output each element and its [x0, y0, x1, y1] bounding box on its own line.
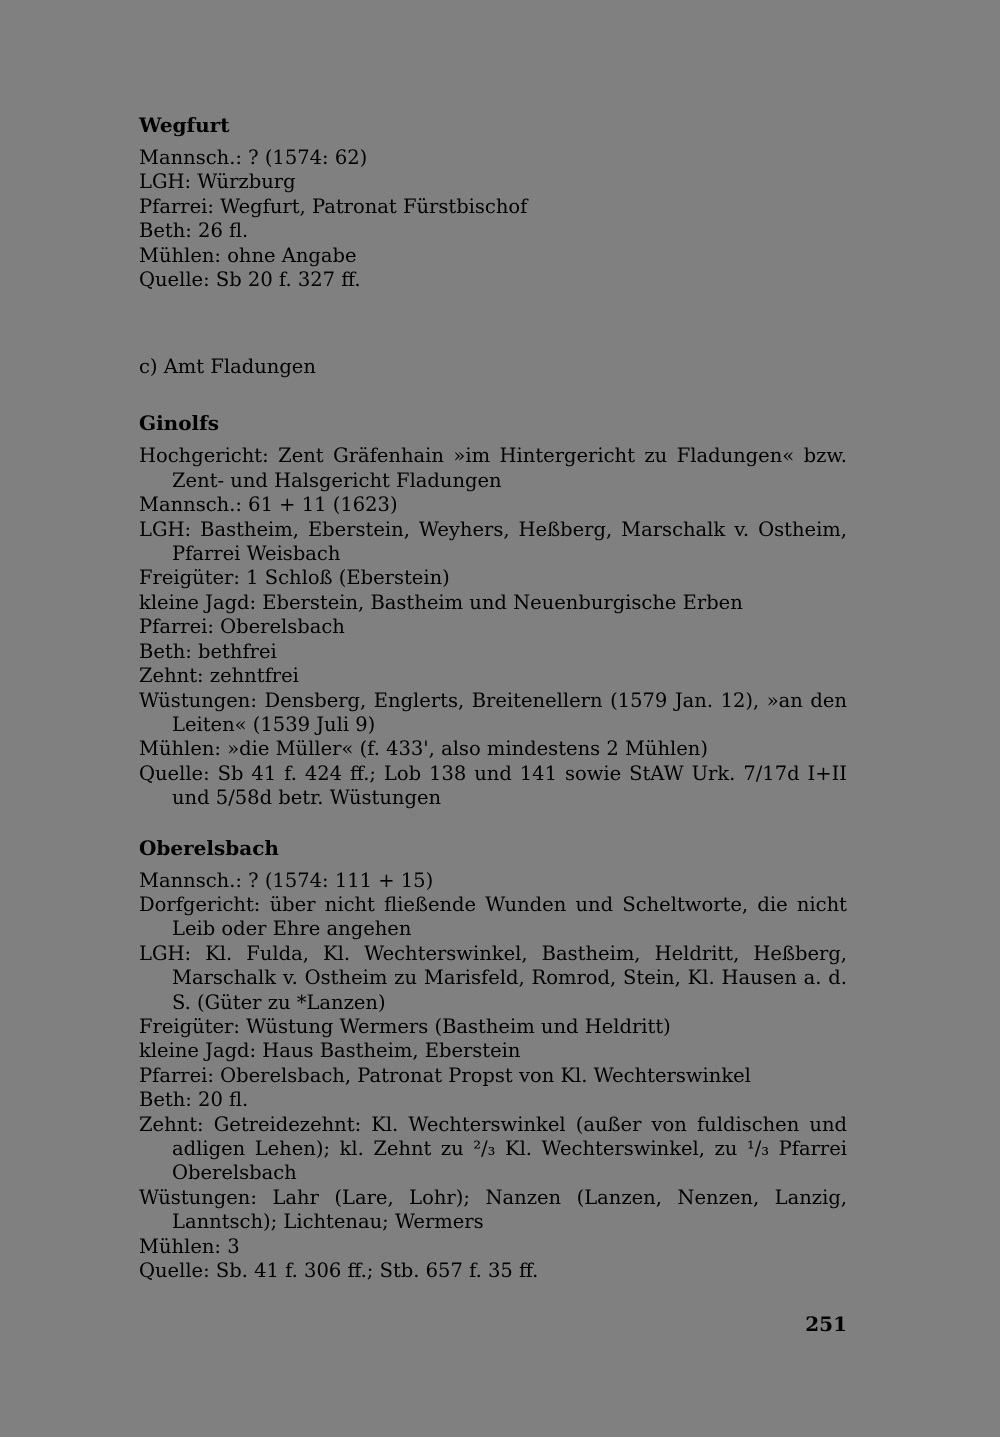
entry-line: Wüstungen: Densberg, Englerts, Breitenellern (1579 Jan. 12), »an den Leiten« (1539 Juli 9) — [139, 688, 847, 736]
entry-line: kleine Jagd: Eberstein, Bastheim und Neuenburgische Erben — [139, 590, 743, 614]
entry-line: Zehnt: zehntfrei — [139, 664, 299, 688]
entry-line: Beth: 26 fl. — [139, 219, 249, 243]
entry-line: Dorfgericht: über nicht fließende Wunden und Scheltworte, die nicht Leib oder Ehre angehen — [139, 892, 847, 941]
entry-line: Quelle: Sb 20 f. 327 ff. — [139, 268, 361, 292]
entry-line: Quelle: Sb. 41 f. 306 ff.; Stb. 657 f. 35 ff. — [139, 1259, 539, 1283]
page-body — [139, 112, 847, 1283]
entry-block-wegfurt — [139, 112, 847, 292]
entry-line: Beth: 20 fl. — [139, 1088, 249, 1112]
entry-line: Beth: bethfrei — [139, 639, 277, 663]
entry-line: Mannsch.: ? (1574: 62) — [139, 146, 368, 169]
entry-line: Pfarrei: Oberelsbach — [139, 615, 345, 639]
entry-line: kleine Jagd: Haus Bastheim, Eberstein — [139, 1039, 521, 1063]
entry-line: Freigüter: 1 Schloß (Eberstein) — [139, 566, 450, 590]
entry-line: LGH: Bastheim, Eberstein, Weyhers, Heßberg, Marschalk v. Ostheim, Pfarrei Weisbach — [139, 517, 847, 566]
entry-line: Mannsch.: 61 + 11 (1623) — [139, 493, 398, 517]
entry-line: Mannsch.: ? (1574: 111 + 15) — [139, 868, 434, 892]
entry-line: LGH: Kl. Fulda, Kl. Wechterswinkel, Bastheim, Heldritt, Heßberg, Marschalk v. Ostheim zu Marisfeld, Romrod, Stein, Kl. Hausen a. d. S. (Güter zu *Lanzen) — [139, 941, 847, 1014]
entry-block-oberelsbach — [139, 835, 847, 1284]
entry-line: Mühlen: 3 — [139, 1234, 240, 1258]
entry-line: Wüstungen: Lahr (Lare, Lohr); Nanzen (Lanzen, Nenzen, Lanzig, Lanntsch); Lichtenau; Wermers — [139, 1185, 847, 1234]
entry-list — [139, 444, 847, 810]
entry-line: Mühlen: »die Müller« (f. 433', also mindestens 2 Mühlen) — [139, 737, 708, 761]
entry-list — [139, 146, 847, 292]
place-heading: Wegfurt — [139, 113, 230, 137]
entry-line: LGH: Würzburg — [139, 170, 296, 194]
place-heading: Oberelsbach — [139, 835, 279, 860]
entry-line: Freigüter: Wüstung Wermers (Bastheim und Heldritt) — [139, 1014, 671, 1038]
entry-line: Hochgericht: Zent Gräfenhain »im Hintergericht zu Fladungen« bzw. Zent- und Halsgericht Fladungen — [139, 444, 847, 492]
entry-line: Zehnt: Getreidezehnt: Kl. Wechterswinkel (außer von fuldischen und adligen Lehen); kl. Zehnt zu ²/₃ Kl. Wechterswinkel, zu ¹/₃ Pfarrei Oberelsbach — [139, 1112, 847, 1185]
entry-line: Pfarrei: Oberelsbach, Patronat Propst von Kl. Wechterswinkel — [139, 1063, 751, 1087]
section-title: c) Amt Fladungen — [139, 355, 316, 379]
page-number: 251 — [805, 1312, 847, 1336]
entry-line: Quelle: Sb 41 f. 424 ff.; Lob 138 und 141 sowie StAW Urk. 7/17d I+II und 5/58d betr. Wüstungen — [139, 761, 847, 810]
entry-line: Pfarrei: Wegfurt, Patronat Fürstbischof — [139, 194, 528, 218]
entry-block-ginolfs — [139, 410, 847, 810]
entry-list — [139, 869, 847, 1284]
place-heading: Ginolfs — [139, 411, 220, 436]
entry-line: Mühlen: ohne Angabe — [139, 243, 357, 267]
